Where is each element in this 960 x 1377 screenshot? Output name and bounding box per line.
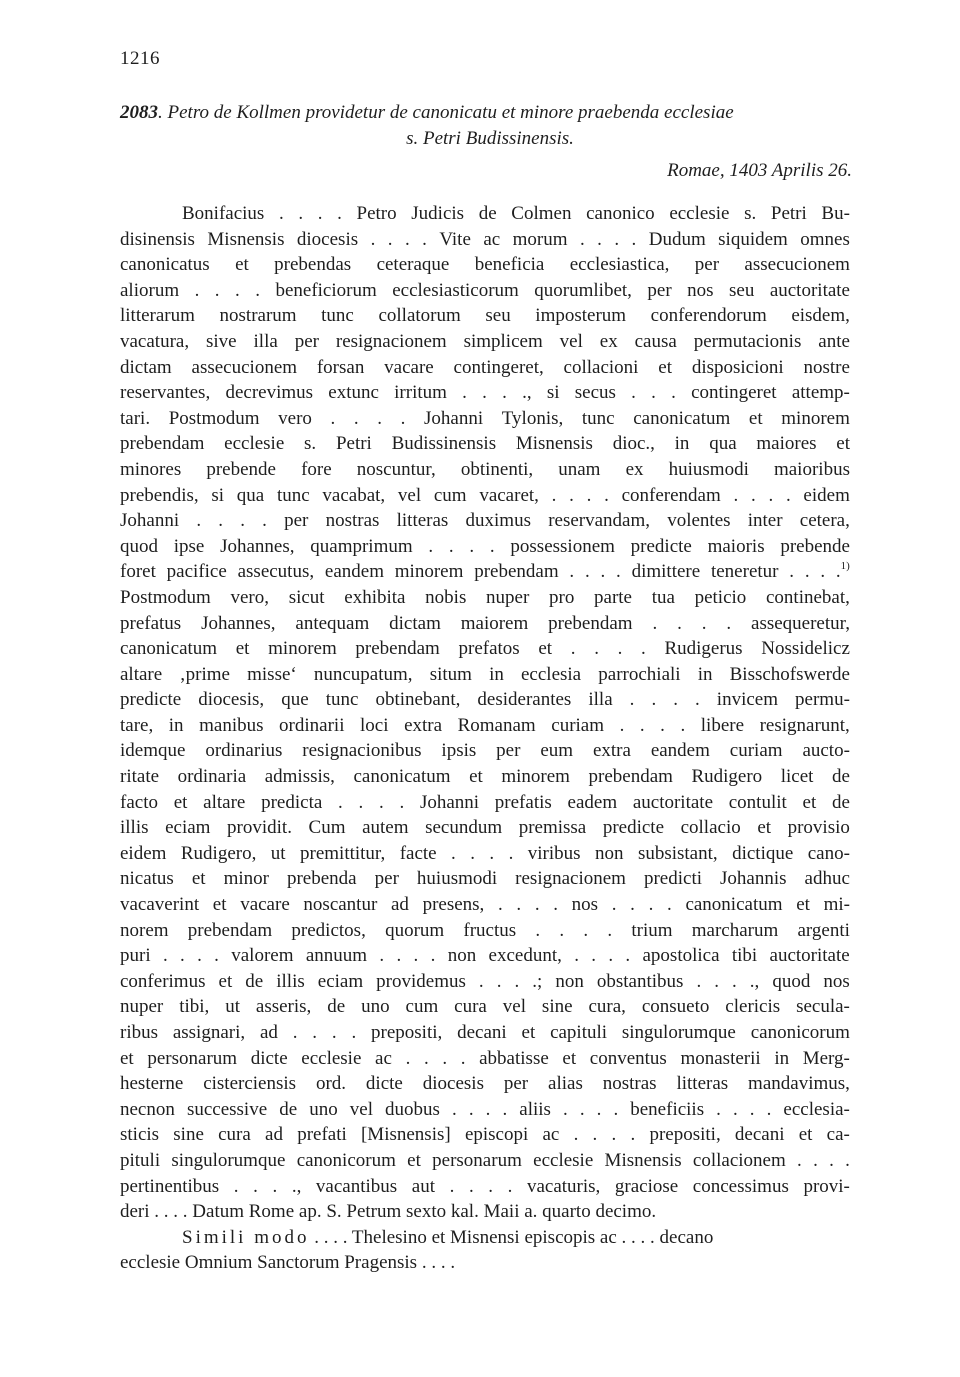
closing-spaced-words: Simili modo (182, 1226, 310, 1248)
heading-title: . Petro de Kollmen providetur de canonicatu et minore praebenda ecclesiae (158, 102, 734, 123)
body-line: deri . . . . Datum Rome ap. S. Petrum sexto kal. Maii a. quarto decimo. (120, 1201, 657, 1223)
body-line: tare, in manibus ordinarii loci extra Romanam curiam . . . . libere resignarunt, (120, 714, 850, 736)
body-line: predicte diocesis, que tunc obtinebant, desiderantes illa . . . . invicem permu- (120, 689, 850, 711)
body-text (120, 201, 850, 1225)
body-line: minores prebende fore noscuntur, obtinenti, unam ex huiusmodi maioribus (120, 458, 850, 480)
body-line: disinensis Misnensis diocesis . . . . Vite ac morum . . . . Dudum siquidem omnes (120, 228, 850, 250)
body-line: facto et altare predicta . . . . Johanni prefatis eadem auctoritate contulit et de (120, 791, 850, 813)
body-line: necnon successive de uno vel duobus . . . . aliis . . . . beneficiis . . . . ecclesia- (120, 1098, 850, 1120)
body-line: ribus assignari, ad . . . . prepositi, decani et capituli singulorumque canonicorum (120, 1022, 850, 1043)
body-line: Postmodum vero, sicut exhibita nobis nuper pro parte tua peticio continebat, (120, 586, 850, 608)
body-line: reservantes, decrevimus extunc irritum . . . ., si secus . . . contingeret attemp- (120, 382, 850, 404)
closing-line-1-text: . . . . Thelesino et Misnensi episcopis ac . . . . decano (314, 1226, 714, 1248)
body-line: quod ipse Johannes, quamprimum . . . . possessionem predicte maioris prebende (120, 535, 850, 557)
body-line: tari. Postmodum vero . . . . Johanni Tylonis, tunc canonicatum et minorem (120, 407, 850, 429)
body-line: ritate ordinaria admissis, canonicatum et minorem prebendam Rudigero licet de (120, 766, 850, 788)
body-line: nicatus et minor prebenda per huiusmodi resignacionem predicti Johannis adhuc (120, 868, 850, 890)
page-number: 1216 (120, 48, 160, 69)
body-line: canonicatus et prebendas ceteraque beneficia ecclesiastica, per assecucionem (120, 254, 850, 276)
body-line: nuper tibi, ut asseris, de uno cum cura vel sine cura, consueto clericis secula- (120, 996, 850, 1018)
body-line: prefatus Johannes, antequam dictam maiorem prebendam . . . . assequeretur, (120, 612, 850, 634)
closing-line-2 (120, 1250, 850, 1276)
body-line: vacatura, sive illa per resignacionem simplicem vel ex causa permutacionis ante (120, 330, 850, 352)
body-line: prebendis, si qua tunc vacabat, vel cum vacaret, . . . . conferendam . . . . eidem (120, 484, 850, 506)
body-line: et personarum dicte ecclesie ac . . . . abbatisse et conventus monasterii in Merg- (120, 1047, 850, 1069)
body-line: puri . . . . valorem annuum . . . . non excedunt, . . . . apostolica tibi auctoritate (120, 945, 850, 967)
body-line: Johanni . . . . per nostras litteras duximus reservandam, volentes inter cetera, (120, 510, 850, 532)
body-line: norem prebendam predictos, quorum fructus . . . . trium marcharum argenti (120, 919, 850, 941)
heading-line-2: s. Petri Budissinensis. (406, 128, 574, 149)
body-line: dictam assecucionem forsan vacare contingeret, collacioni et disposicioni nostre (120, 356, 850, 378)
body-line: aliorum . . . . beneficiorum ecclesiasticorum quorumlibet, per nos seu auctoritate (120, 279, 850, 301)
body-line: altare ‚prime misse‘ nuncupatum, situm in ecclesia parrochiali in Bisschofswerde (120, 663, 850, 685)
body-line: foret pacifice assecutus, eandem minorem prebendam . . . . dimittere teneretur . . . .$^{1)}$ (120, 560, 850, 583)
body-line: illis eciam providit. Cum autem secundum premissa predicte collacio et provisio (120, 817, 850, 839)
body-line: eidem Rudigero, ut premittitur, facte . . . . viribus non subsistant, dictique cano- (120, 842, 850, 864)
body-line: hesterne cisterciensis ord. dicte diocesis per alias nostras litteras mandavimus, (120, 1073, 850, 1095)
body-line: canonicatum et minorem prebendam prefatos et . . . . Rudigerus Nossidelicz (120, 638, 850, 660)
body-line: pituli singulorumque canonicorum et personarum ecclesie Misnensis collacionem . . . . (120, 1149, 850, 1171)
body-line: litterarum nostrarum tunc collatorum seu imposterum conferendorum eisdem, (120, 305, 850, 327)
place-and-date: Romae, 1403 Aprilis 26. (667, 160, 852, 181)
body-line: conferimus et de illis eciam providemus . . . .; non obstantibus . . . ., quod nos (120, 970, 850, 992)
heading-line-1 (120, 100, 850, 126)
body-line: pertinentibus . . . ., vacantibus aut . . . . vacaturis, graciose concessimus provi- (120, 1175, 850, 1197)
body-line: vacaverint et vacare noscantur ad presens, . . . . nos . . . . canonicatum et mi- (120, 894, 850, 916)
body-line: sticis sine cura ad prefati [Misnensis] episcopi ac . . . . prepositi, decani et ca- (120, 1124, 850, 1146)
document-body (120, 201, 850, 1276)
document-heading (120, 100, 850, 152)
footnote-marker: 1) (840, 560, 850, 573)
closing-line-1 (120, 1225, 850, 1251)
body-line: idemque ordinarius resignacionibus ipsis per eum extra eandem curiam aucto- (120, 740, 850, 762)
document-number: 2083 (120, 102, 158, 123)
body-line: Bonifacius . . . . Petro Judicis de Colmen canonico ecclesie s. Petri Bu- (182, 203, 850, 224)
closing-line-2-text: ecclesie Omnium Sanctorum Pragensis . . . . (120, 1252, 456, 1274)
body-line: prebendam ecclesie s. Petri Budissinensis Misnensis dioc., in qua maiores et (120, 433, 850, 455)
